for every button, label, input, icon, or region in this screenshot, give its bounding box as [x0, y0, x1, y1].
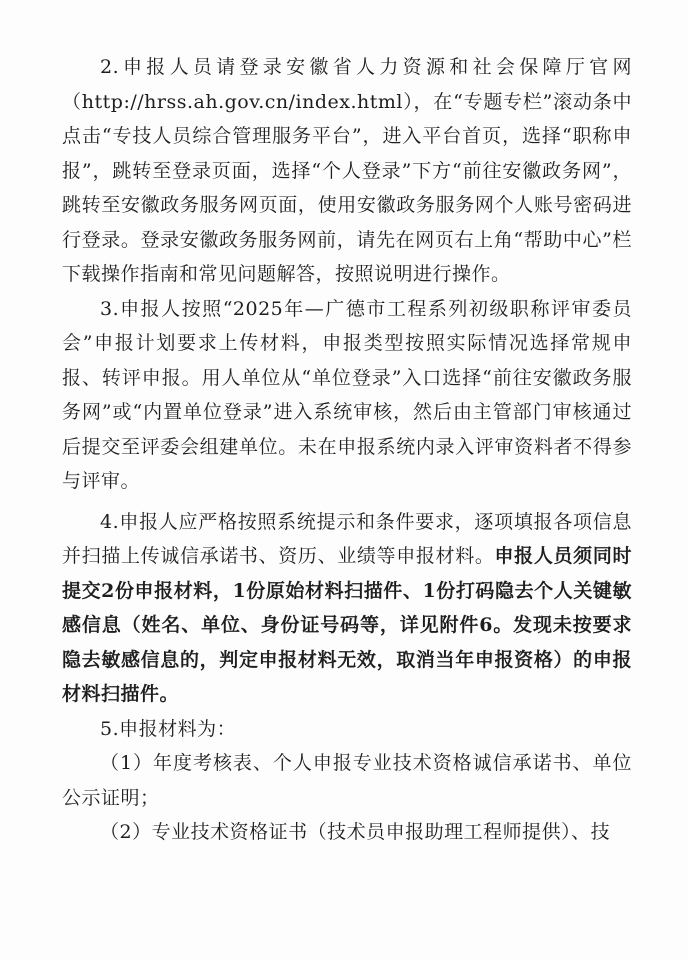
- paragraph-login-instructions: 2.申报人员请登录安徽省人力资源和社会保障厅官网（http://hrss.ah.gov.cn/index.html），在“专题专栏”滚动条中点击“专技人员综合管理服务平台”，进入平台首页，选择“职称申报”，跳转至登录页面，选择“个人登录”下方“前往安徽政务网”，跳转至安徽政务服务网页面，使用安徽政务服务网个人账号密码进行登录。登录安徽政务服务网前，请先在网页右上角“帮助中心”栏下载操作指南和常见问题解答，按照说明进行操作。: [62, 56, 632, 285]
- paragraph-materials-heading: 5.申报材料为：: [100, 717, 237, 740]
- paragraph-material-item-2: （2）专业技术资格证书（技术员申报助理工程师提供）、技: [100, 821, 611, 843]
- paragraph-material-submission-bold: 申报人员须同时提交2份申报材料，1份原始材料扫描件、1份打码隐去个人关键敏感信息（姓名、单位、身份证号码等，详见附件6。发现未按要求隐去敏感信息的，判定申报材料无效，取消当年申报资格）的申报材料扫描件。: [62, 545, 632, 705]
- document-body: [62, 50, 632, 850]
- paragraph-material-item-1: （1）年度考核表、个人申报专业技术资格诚信承诺书、单位公示证明；: [62, 752, 632, 809]
- paragraph-upload-requirements: 3.申报人按照“2025年—广德市工程系列初级职称评审委员会”申报计划要求上传材料，申报类型按照实际情况选择常规申报、转评申报。用人单位从“单位登录”入口选择“前往安徽政务服务网”或“内置单位登录”进入系统审核，然后由主管部门审核通过后提交至评委会组建单位。未在申报系统内录入评审资料者不得参与评审。: [62, 297, 632, 492]
- paragraph-material-submission-normal: 4.申报人应严格按照系统提示和条件要求，逐项填报各项信息并扫描上传诚信承诺书、资历、业绩等申报材料。: [62, 510, 632, 567]
- paragraph-material-submission: [62, 505, 632, 712]
